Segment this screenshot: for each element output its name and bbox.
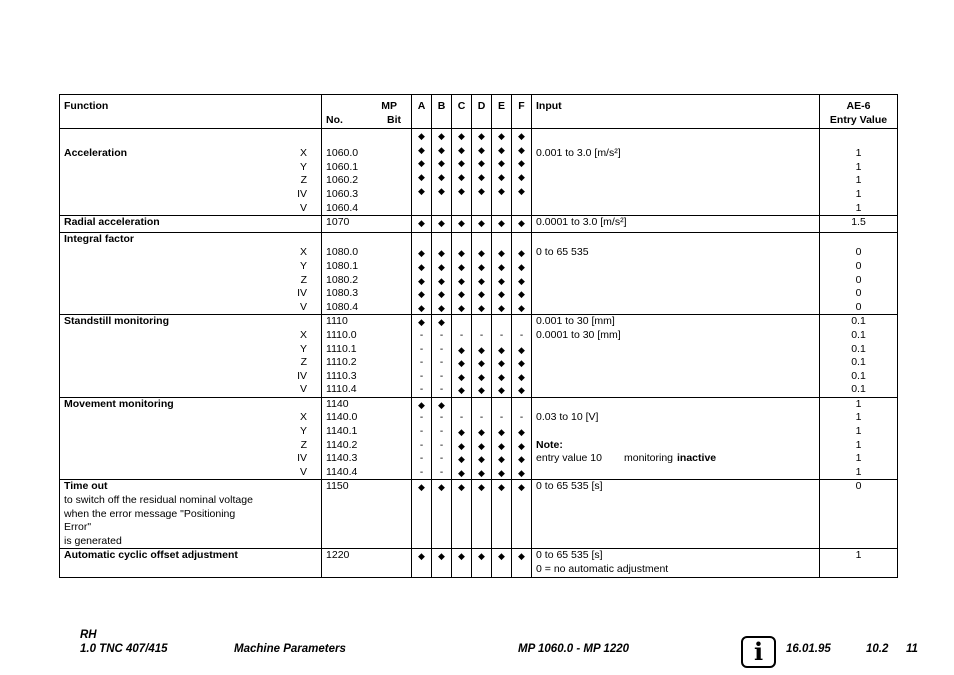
diamond-icon: ◆: [438, 302, 445, 313]
diamond-icon: ◆: [438, 171, 445, 182]
flag-mark: -: [459, 412, 464, 424]
function-name: Integral factor: [64, 232, 135, 245]
mp-number: 1060.3: [326, 187, 359, 200]
diamond-icon: ◆: [498, 454, 505, 465]
diamond-icon: ◆: [478, 158, 485, 169]
diamond-icon: ◆: [458, 344, 465, 355]
function-name: Automatic cyclic offset adjustment: [64, 549, 238, 562]
header-flag-a: A: [412, 95, 432, 129]
diamond-icon: ◆: [498, 440, 505, 451]
diamond-icon: ◆: [418, 144, 425, 155]
diamond-icon: ◆: [478, 385, 485, 396]
diamond-icon: ◆: [478, 218, 485, 229]
footer-section: Machine Parameters: [234, 643, 346, 655]
axis-label: Y: [300, 425, 308, 438]
diamond-icon: ◆: [458, 551, 465, 562]
diamond-icon: ◆: [518, 275, 525, 286]
mp-number: 1080.2: [326, 273, 359, 286]
flag-mark: -: [419, 370, 424, 382]
entry-value: 1: [855, 201, 862, 214]
flag-mark: -: [479, 329, 484, 341]
diamond-icon: ◆: [458, 261, 465, 272]
flag-mark: -: [439, 343, 444, 355]
mp-number: 1110.3: [326, 369, 357, 382]
diamond-icon: ◆: [458, 248, 465, 259]
diamond-icon: ◆: [478, 371, 485, 382]
entry-value: 0.1: [851, 342, 866, 355]
diamond-icon: ◆: [518, 482, 525, 493]
diamond-icon: ◆: [438, 482, 445, 493]
flag-mark: -: [439, 329, 444, 341]
axis-label: X: [300, 328, 308, 341]
diamond-icon: ◆: [438, 218, 445, 229]
flag-mark: -: [439, 426, 444, 438]
flag-mark: -: [419, 426, 424, 438]
diamond-icon: ◆: [458, 440, 465, 451]
entry-value: 0: [855, 259, 862, 272]
diamond-icon: ◆: [418, 302, 425, 313]
mp-number: 1110.0: [326, 328, 357, 341]
diamond-icon: ◆: [418, 131, 425, 142]
diamond-icon: ◆: [438, 144, 445, 155]
axis-label: Y: [300, 259, 308, 272]
diamond-icon: ◆: [438, 317, 445, 328]
flag-mark: -: [439, 357, 444, 369]
entry-value: 0.1: [851, 383, 866, 396]
diamond-icon: ◆: [478, 185, 485, 196]
header-flag-c: C: [452, 95, 472, 129]
header-flag-e: E: [492, 95, 512, 129]
entry-value: 0.1: [851, 369, 866, 382]
note-text: entry value 10: [536, 452, 602, 465]
entry-value: 1: [855, 160, 862, 173]
header-mp-no: No.: [326, 113, 343, 126]
axis-label: IV: [297, 287, 308, 300]
diamond-icon: ◆: [458, 218, 465, 229]
diamond-icon: ◆: [518, 144, 525, 155]
input-range: 0.0001 to 3.0 [m/s²]: [536, 216, 627, 229]
mp-number: 1140.4: [326, 465, 358, 478]
function-description: is generated: [64, 534, 122, 547]
diamond-icon: ◆: [418, 248, 425, 259]
mp-number: 1080.4: [326, 300, 359, 313]
info-glyph: i: [753, 637, 764, 666]
axis-label: IV: [297, 187, 308, 200]
diamond-icon: ◆: [518, 261, 525, 272]
axis-label: X: [300, 246, 308, 259]
diamond-icon: ◆: [498, 289, 505, 300]
flag-mark: -: [419, 466, 424, 478]
footer-version: 1.0 TNC 407/415: [80, 643, 168, 655]
diamond-icon: ◆: [458, 427, 465, 438]
axis-label: IV: [297, 369, 308, 382]
diamond-icon: ◆: [418, 317, 425, 328]
footer-chapter: 10.2: [866, 643, 889, 655]
diamond-icon: ◆: [518, 440, 525, 451]
entry-value: 1: [855, 187, 862, 200]
axis-label: V: [300, 201, 308, 214]
flag-mark: -: [419, 343, 424, 355]
diamond-icon: ◆: [438, 551, 445, 562]
flag-mark: -: [479, 412, 484, 424]
header-input: Input: [532, 95, 820, 129]
diamond-icon: ◆: [478, 302, 485, 313]
header-flag-b: B: [432, 95, 452, 129]
diamond-icon: ◆: [518, 248, 525, 259]
flag-mark: -: [499, 329, 504, 341]
entry-value: 1: [855, 452, 862, 465]
mp-number: 1070: [326, 216, 350, 229]
diamond-icon: ◆: [438, 248, 445, 259]
diamond-icon: ◆: [458, 371, 465, 382]
diamond-icon: ◆: [418, 399, 425, 410]
diamond-icon: ◆: [478, 248, 485, 259]
diamond-icon: ◆: [498, 185, 505, 196]
diamond-icon: ◆: [478, 144, 485, 155]
diamond-icon: ◆: [418, 261, 425, 272]
diamond-icon: ◆: [418, 185, 425, 196]
flag-mark: -: [419, 439, 424, 451]
mp-number: 1060.4: [326, 201, 359, 214]
diamond-icon: ◆: [518, 289, 525, 300]
diamond-icon: ◆: [478, 482, 485, 493]
function-name: Time out: [64, 480, 108, 493]
entry-value: 0.1: [851, 356, 866, 369]
mp-number: 1150: [326, 480, 349, 493]
flag-mark: -: [419, 329, 424, 341]
diamond-icon: ◆: [458, 302, 465, 313]
footer-initials: RH: [80, 629, 97, 641]
info-icon: [741, 636, 776, 668]
diamond-icon: ◆: [498, 275, 505, 286]
function-name: Radial acceleration: [64, 216, 160, 229]
diamond-icon: ◆: [518, 158, 525, 169]
diamond-icon: ◆: [498, 427, 505, 438]
entry-value: 1: [855, 147, 862, 160]
axis-label: V: [300, 465, 308, 478]
diamond-icon: ◆: [518, 358, 525, 369]
function-description: to switch off the residual nominal voltage: [64, 494, 253, 507]
flag-mark: -: [439, 370, 444, 382]
mp-number: 1060.1: [326, 160, 359, 173]
axis-label: X: [300, 147, 308, 160]
diamond-icon: ◆: [418, 275, 425, 286]
entry-value: 0.1: [851, 328, 866, 341]
function-name: Movement monitoring: [64, 397, 174, 410]
diamond-icon: ◆: [438, 399, 445, 410]
mp-number: 1140.2: [326, 438, 358, 451]
diamond-icon: ◆: [498, 131, 505, 142]
diamond-icon: ◆: [518, 551, 525, 562]
entry-value: 1: [855, 174, 862, 187]
diamond-icon: ◆: [518, 467, 525, 478]
axis-label: Y: [300, 342, 308, 355]
diamond-icon: ◆: [498, 144, 505, 155]
header-mp-label: MP: [381, 100, 398, 112]
diamond-icon: ◆: [518, 131, 525, 142]
header-entry-value-label: Entry Value: [829, 113, 888, 126]
mp-number: 1110.1: [326, 342, 357, 355]
mp-number: 1110.2: [326, 356, 357, 369]
diamond-icon: ◆: [438, 158, 445, 169]
diamond-icon: ◆: [418, 289, 425, 300]
entry-value: 1: [855, 425, 862, 438]
diamond-icon: ◆: [478, 171, 485, 182]
diamond-icon: ◆: [498, 385, 505, 396]
axis-label: V: [300, 383, 308, 396]
diamond-icon: ◆: [498, 248, 505, 259]
diamond-icon: ◆: [458, 385, 465, 396]
header-mp-bit: Bit: [387, 113, 402, 126]
diamond-icon: ◆: [438, 131, 445, 142]
input-range: 0 to 65 535 [s]: [536, 549, 603, 562]
input-range: 0.001 to 3.0 [m/s²]: [536, 147, 621, 160]
diamond-icon: ◆: [438, 261, 445, 272]
diamond-icon: ◆: [498, 158, 505, 169]
entry-value: 0: [855, 246, 862, 259]
input-range: 0 = no automatic adjustment: [536, 563, 669, 575]
diamond-icon: ◆: [438, 289, 445, 300]
input-range: 0.03 to 10 [V]: [536, 411, 599, 424]
diamond-icon: ◆: [458, 171, 465, 182]
entry-value: 0: [855, 480, 862, 493]
header-ae6: AE-6: [846, 100, 871, 112]
diamond-icon: ◆: [498, 344, 505, 355]
diamond-icon: ◆: [498, 302, 505, 313]
diamond-icon: ◆: [518, 185, 525, 196]
flag-mark: -: [419, 412, 424, 424]
input-range: 0.0001 to 30 [mm]: [536, 328, 621, 341]
diamond-icon: ◆: [478, 344, 485, 355]
diamond-icon: ◆: [458, 144, 465, 155]
note-inactive: inactive: [677, 452, 717, 465]
diamond-icon: ◆: [478, 131, 485, 142]
diamond-icon: ◆: [458, 482, 465, 493]
diamond-icon: ◆: [418, 482, 425, 493]
mp-number: 1110: [326, 315, 348, 328]
diamond-icon: ◆: [498, 261, 505, 272]
entry-value: 0: [855, 287, 862, 300]
diamond-icon: ◆: [498, 371, 505, 382]
diamond-icon: ◆: [498, 358, 505, 369]
axis-label: X: [300, 411, 308, 424]
diamond-icon: ◆: [518, 385, 525, 396]
footer-date: 16.01.95: [786, 643, 831, 655]
footer-page-number: 11: [906, 643, 918, 655]
mp-number: 1060.0: [326, 147, 359, 160]
diamond-icon: ◆: [498, 467, 505, 478]
axis-label: Z: [300, 356, 308, 369]
diamond-icon: ◆: [518, 302, 525, 313]
diamond-icon: ◆: [418, 171, 425, 182]
diamond-icon: ◆: [438, 185, 445, 196]
diamond-icon: ◆: [478, 358, 485, 369]
diamond-icon: ◆: [518, 218, 525, 229]
flag-mark: -: [439, 412, 444, 424]
diamond-icon: ◆: [478, 261, 485, 272]
mp-number: 1140.0: [326, 411, 358, 424]
mp-number: 1220: [326, 549, 350, 562]
axis-label: V: [300, 300, 308, 313]
diamond-icon: ◆: [458, 358, 465, 369]
header-flag-f: F: [512, 95, 532, 129]
diamond-icon: ◆: [518, 344, 525, 355]
entry-value: 1.5: [851, 216, 866, 229]
flag-mark: -: [419, 384, 424, 396]
diamond-icon: ◆: [518, 454, 525, 465]
flag-mark: -: [419, 453, 424, 465]
diamond-icon: ◆: [498, 171, 505, 182]
function-name: Acceleration: [64, 147, 128, 160]
diamond-icon: ◆: [418, 218, 425, 229]
flag-mark: -: [439, 466, 444, 478]
note-text-2: monitoring: [623, 452, 674, 465]
diamond-icon: ◆: [458, 185, 465, 196]
diamond-icon: ◆: [478, 440, 485, 451]
diamond-icon: ◆: [458, 158, 465, 169]
flag-mark: -: [439, 439, 444, 451]
diamond-icon: ◆: [458, 289, 465, 300]
entry-value: 0: [855, 300, 862, 313]
diamond-icon: ◆: [498, 551, 505, 562]
diamond-icon: ◆: [458, 454, 465, 465]
diamond-icon: ◆: [418, 551, 425, 562]
diamond-icon: ◆: [478, 467, 485, 478]
axis-label: Y: [300, 160, 308, 173]
diamond-icon: ◆: [478, 551, 485, 562]
diamond-icon: ◆: [458, 467, 465, 478]
diamond-icon: ◆: [478, 275, 485, 286]
header-flag-d: D: [472, 95, 492, 129]
function-description: when the error message "Positioning Error": [64, 507, 236, 534]
mp-number: 1110.4: [326, 383, 357, 396]
flag-mark: -: [459, 329, 464, 341]
mp-number: 1140: [326, 397, 349, 410]
flag-mark: -: [499, 412, 504, 424]
diamond-icon: ◆: [518, 171, 525, 182]
flag-mark: -: [519, 329, 524, 341]
axis-label: IV: [297, 452, 308, 465]
entry-value: 1: [855, 397, 862, 410]
entry-value: 0: [855, 273, 862, 286]
diamond-icon: ◆: [498, 218, 505, 229]
flag-mark: -: [439, 384, 444, 396]
axis-label: Z: [300, 174, 308, 187]
input-range: 0.001 to 30 [mm]: [536, 315, 615, 328]
diamond-icon: ◆: [498, 482, 505, 493]
entry-value: 1: [855, 438, 862, 451]
diamond-icon: ◆: [438, 275, 445, 286]
function-name: Standstill monitoring: [64, 315, 169, 328]
diamond-icon: ◆: [518, 427, 525, 438]
footer-mp-range: MP 1060.0 - MP 1220: [518, 643, 630, 655]
mp-number: 1080.0: [326, 246, 359, 259]
input-range: 0 to 65 535 [s]: [536, 480, 603, 493]
axis-label: Z: [300, 438, 308, 451]
flag-mark: -: [519, 412, 524, 424]
diamond-icon: ◆: [418, 158, 425, 169]
entry-value: 0.1: [851, 315, 866, 328]
mp-number: 1140.1: [326, 425, 358, 438]
entry-value: 1: [855, 549, 862, 562]
diamond-icon: ◆: [458, 275, 465, 286]
entry-value: 1: [855, 465, 862, 478]
entry-value: 1: [855, 411, 862, 424]
input-range: 0 to 65 535: [536, 246, 589, 259]
mp-number: 1080.1: [326, 259, 359, 272]
diamond-icon: ◆: [478, 427, 485, 438]
mp-number: 1080.3: [326, 287, 359, 300]
flag-mark: -: [419, 357, 424, 369]
header-function: Function: [60, 95, 322, 129]
diamond-icon: ◆: [478, 454, 485, 465]
note-label: Note:: [536, 438, 563, 451]
mp-number: 1060.2: [326, 174, 359, 187]
mp-number: 1140.3: [326, 452, 358, 465]
diamond-icon: ◆: [518, 371, 525, 382]
flag-mark: -: [439, 453, 444, 465]
diamond-icon: ◆: [478, 289, 485, 300]
diamond-icon: ◆: [458, 131, 465, 142]
axis-label: Z: [300, 273, 308, 286]
